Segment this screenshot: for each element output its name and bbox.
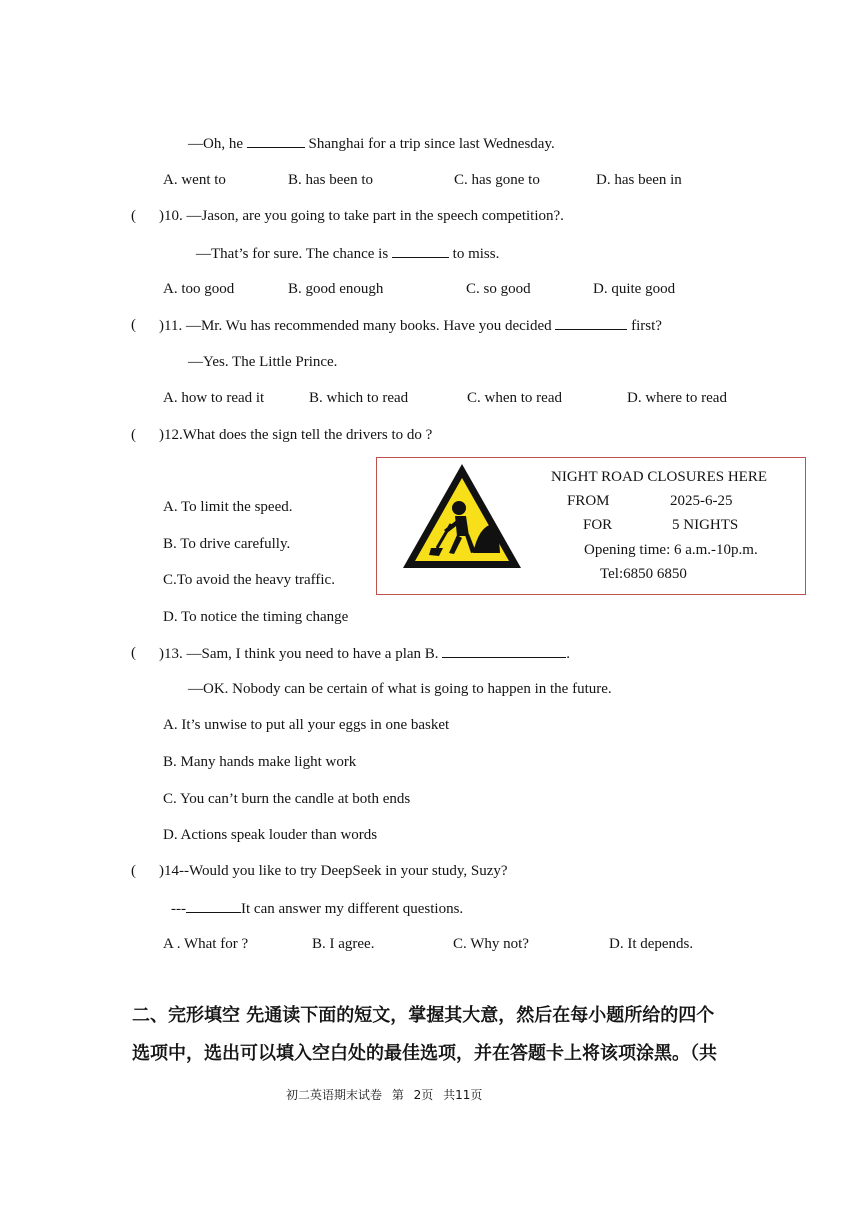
- q10-option-b: B. good enough: [288, 281, 384, 297]
- sign-title: NIGHT ROAD CLOSURES HERE: [551, 469, 767, 485]
- road-work-warning-icon: [399, 460, 525, 572]
- q14-option-c: C. Why not?: [453, 936, 529, 952]
- q12-stem: )12.What does the sign tell the drivers to do ?: [159, 427, 433, 443]
- q9-reply: —Oh, he Shanghai for a trip since last Wednesday.: [188, 133, 555, 154]
- q9-option-b: B. has been to: [288, 172, 373, 188]
- sign-opening-time: Opening time: 6 a.m.-10p.m.: [584, 542, 758, 558]
- q10-reply: —That’s for sure. The chance is to miss.: [196, 243, 499, 264]
- q12-paren: (: [131, 427, 136, 443]
- q10-option-a: A. too good: [163, 281, 235, 297]
- answer-blank: [555, 315, 627, 330]
- q11-option-b: B. which to read: [309, 390, 409, 406]
- sign-telephone: Tel:6850 6850: [600, 566, 687, 582]
- q14-option-a: A . What for ?: [163, 936, 249, 952]
- section-2-instructions-line-1: 二、完形填空 先通读下面的短文，掌握其大意，然后在每小题所给的四个: [132, 1005, 715, 1026]
- q14-option-d: D. It depends.: [609, 936, 694, 952]
- sign-for-value: 5 NIGHTS: [672, 517, 739, 533]
- q10-option-d: D. quite good: [593, 281, 676, 297]
- q10-option-c: C. so good: [466, 281, 531, 297]
- q9-option-d: D. has been in: [596, 172, 682, 188]
- q10-stem: )10. —Jason, are you going to take part in the speech competition?.: [159, 208, 564, 224]
- q12-option-a: A. To limit the speed.: [163, 499, 293, 515]
- section-2-instructions-line-2: 选项中，选出可以填入空白处的最佳选项，并在答题卡上将该项涂黑。（共: [132, 1043, 717, 1064]
- sign-from-value: 2025-6-25: [670, 493, 733, 509]
- q13-option-b: B. Many hands make light work: [163, 754, 357, 770]
- q14-reply: --- It can answer my different questions.: [171, 898, 463, 919]
- q12-option-b: B. To drive carefully.: [163, 536, 291, 552]
- q14-paren: (: [131, 863, 136, 879]
- q13-stem: )13. —Sam, I think you need to have a plan B. .: [159, 643, 570, 664]
- q11-paren: (: [131, 317, 136, 333]
- page-footer: 初二英语期末试卷 第 2页 共11页: [286, 1088, 483, 1102]
- q13-option-c: C. You can’t burn the candle at both ends: [163, 791, 411, 807]
- answer-blank: [392, 243, 449, 258]
- q9-option-c: C. has gone to: [454, 172, 540, 188]
- q12-option-c: C.To avoid the heavy traffic.: [163, 572, 335, 588]
- sign-for-label: FOR: [583, 517, 613, 533]
- q13-reply: —OK. Nobody can be certain of what is going to happen in the future.: [188, 681, 612, 697]
- q11-stem: )11. —Mr. Wu has recommended many books. Have you decided first?: [159, 315, 662, 336]
- q11-option-a: A. how to read it: [163, 390, 265, 406]
- q14-option-b: B. I agree.: [312, 936, 375, 952]
- q11-reply: —Yes. The Little Prince.: [188, 354, 338, 370]
- q13-paren: (: [131, 645, 136, 661]
- q12-option-d: D. To notice the timing change: [163, 609, 349, 625]
- road-closure-sign: [376, 457, 806, 595]
- q9-option-a: A. went to: [163, 172, 226, 188]
- q13-option-d: D. Actions speak louder than words: [163, 827, 378, 843]
- q11-option-c: C. when to read: [467, 390, 562, 406]
- q11-option-d: D. where to read: [627, 390, 727, 406]
- answer-blank: [186, 898, 241, 913]
- q14-stem: )14--Would you like to try DeepSeek in your study, Suzy?: [159, 863, 508, 879]
- q10-paren: (: [131, 208, 136, 224]
- sign-from-label: FROM: [567, 493, 610, 509]
- answer-blank: [247, 133, 305, 148]
- answer-blank: [442, 643, 566, 658]
- q13-option-a: A. It’s unwise to put all your eggs in one basket: [163, 717, 450, 733]
